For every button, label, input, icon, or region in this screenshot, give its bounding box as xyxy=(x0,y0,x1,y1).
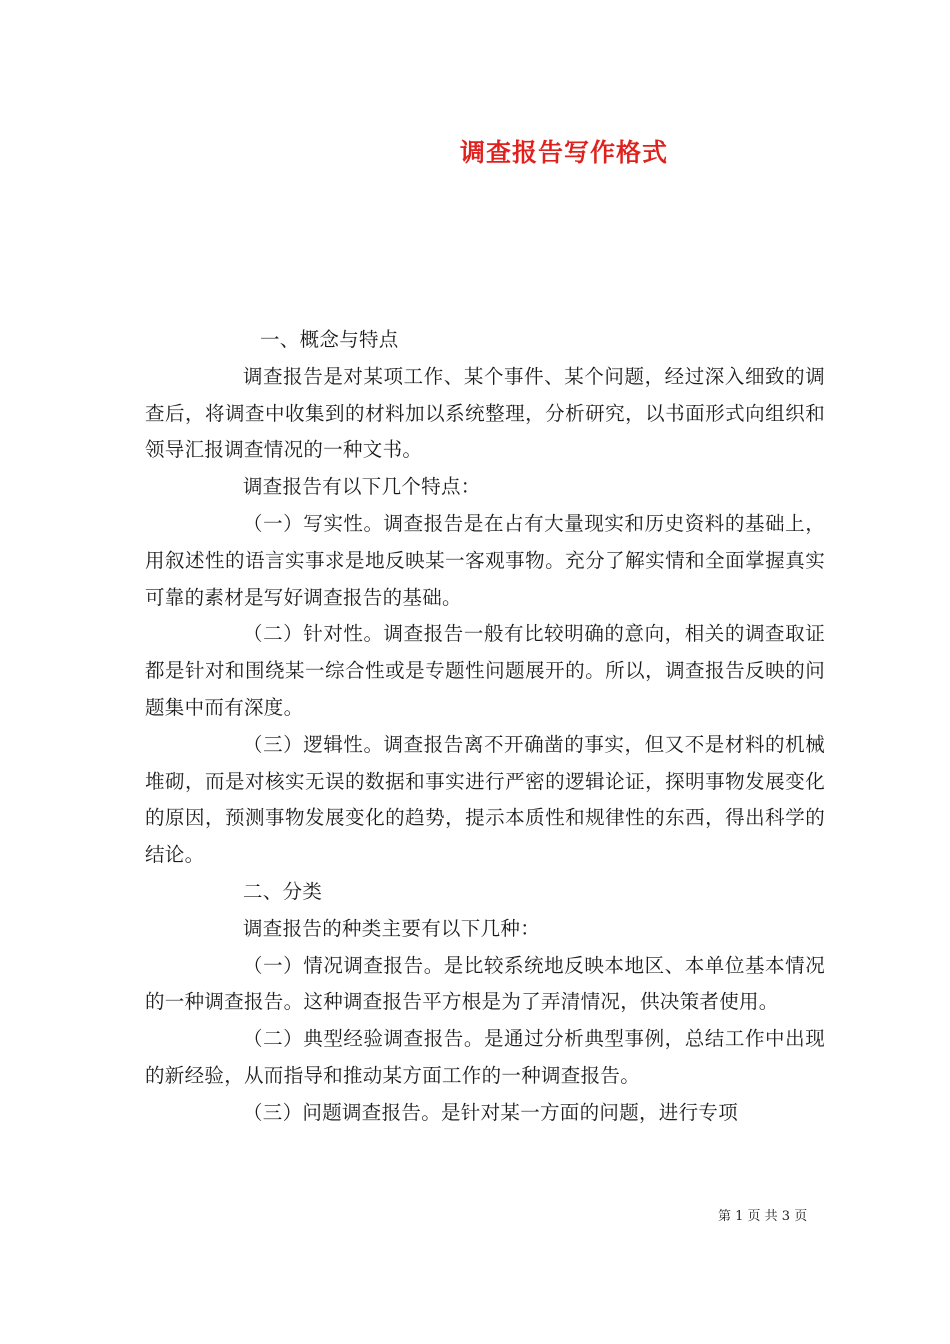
paragraph-type-problem: （三）问题调查报告。是针对某一方面的问题，进行专项 xyxy=(243,1100,739,1124)
paragraph-feature-realism: （一）写实性。调查报告是在占有大量现实和历史资料的基础上，用叙述性的语言实事求是地反映某一客观事物。充分了解实情和全面掌握真实可靠的素材是写好调查报告的基础。 xyxy=(145,511,825,609)
paragraph-type-experience: （二）典型经验调查报告。是通过分析典型事例，总结工作中出现的新经验，从而指导和推动某方面工作的一种调查报告。 xyxy=(145,1027,825,1087)
paragraph-type-situation: （一）情况调查报告。是比较系统地反映本地区、本单位基本情况的一种调查报告。这种调查报告平方根是为了弄清情况，供决策者使用。 xyxy=(145,953,825,1014)
section-heading-classification: 二、分类 xyxy=(243,879,323,903)
page-number-footer: 第 1 页 共 3 页 xyxy=(718,1209,808,1224)
paragraph-feature-pertinence: （二）针对性。调查报告一般有比较明确的意向，相关的调查取证都是针对和围绕某一综合性或是专题性问题展开的。所以，调查报告反映的问题集中而有深度。 xyxy=(145,622,825,719)
document-title: 调查报告写作格式 xyxy=(459,138,668,167)
paragraph-types-intro: 调查报告的种类主要有以下几种： xyxy=(243,916,541,940)
paragraph-features-intro: 调查报告有以下几个特点： xyxy=(243,475,481,499)
section-heading-concept: 一、概念与特点 xyxy=(260,328,399,351)
paragraph-definition: 调查报告是对某项工作、某个事件、某个问题，经过深入细致的调查后，将调查中收集到的材料加以系统整理，分析研究，以书面形式向组织和领导汇报调查情况的一种文书。 xyxy=(145,364,825,462)
document-body xyxy=(145,322,825,1132)
paragraph-feature-logic: （三）逻辑性。调查报告离不开确凿的事实，但又不是材料的机械堆砌，而是对核实无误的数据和事实进行严密的逻辑论证，探明事物发展变化的原因，预测事物发展变化的趋势，提示本质性和规律性的东西，得出科学的结论。 xyxy=(145,732,825,867)
